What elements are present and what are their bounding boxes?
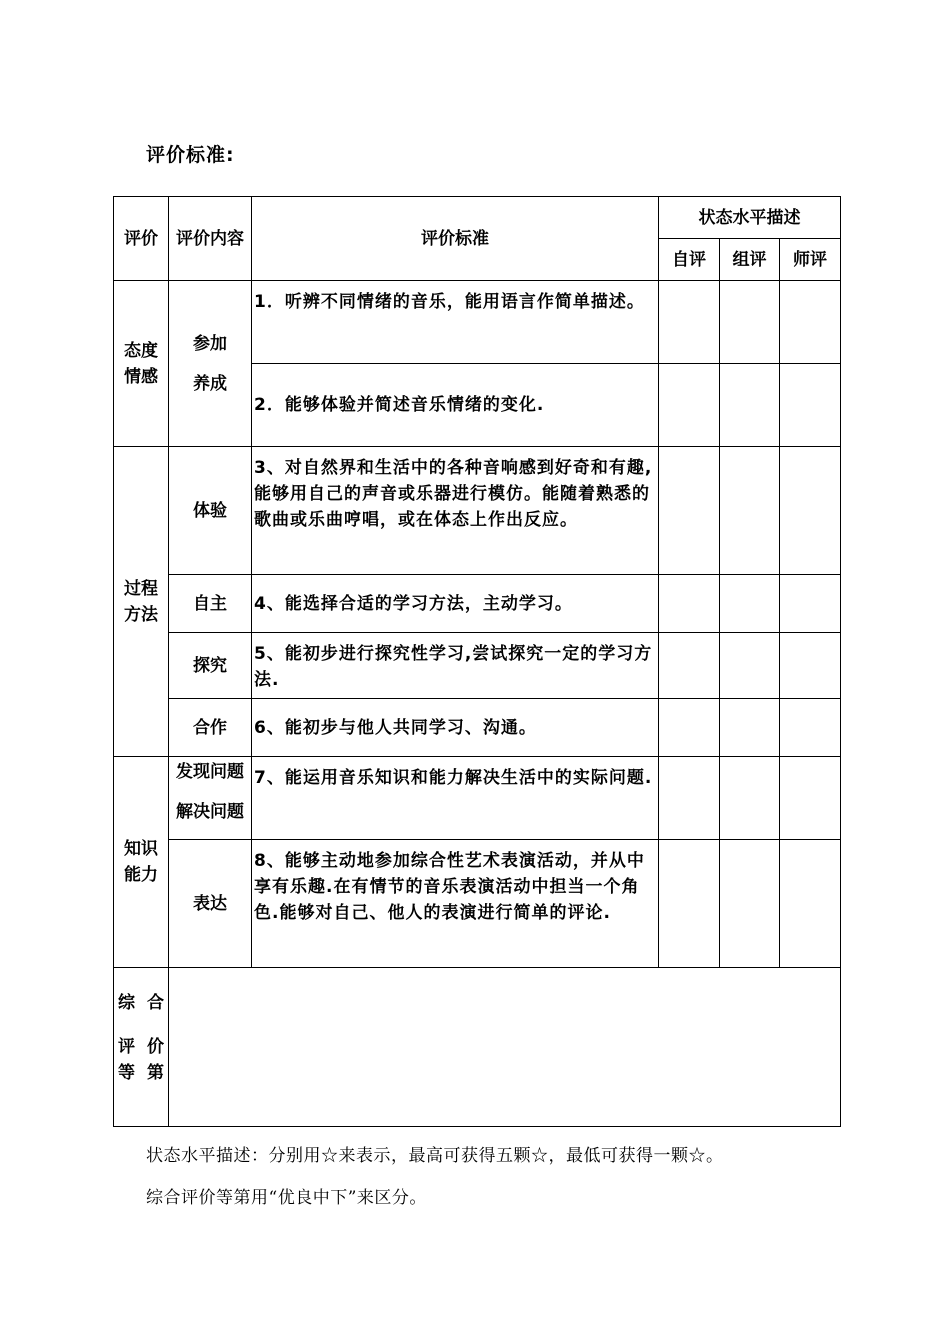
- category-attitude: [114, 281, 169, 447]
- overall-char: 第: [147, 1063, 164, 1083]
- group-eval-cell[interactable]: [720, 575, 780, 633]
- group-eval-cell[interactable]: [720, 757, 780, 840]
- group-eval-cell[interactable]: [720, 633, 780, 699]
- standard-5: 5、能初步进行探究性学习,尝试探究一定的学习方法.: [252, 633, 659, 699]
- content-participate-line1: 参加: [193, 333, 227, 354]
- group-eval-cell[interactable]: [720, 699, 780, 757]
- self-eval-cell[interactable]: [659, 281, 720, 364]
- standard-7: 7、能运用音乐知识和能力解决生活中的实际问题.: [252, 757, 659, 840]
- teacher-eval-cell[interactable]: [780, 633, 841, 699]
- content-express: 表达: [169, 840, 252, 968]
- category-process-line2: 方法: [124, 604, 158, 625]
- group-eval-cell[interactable]: [720, 447, 780, 575]
- category-process: [114, 447, 169, 757]
- header-self: 自评: [659, 239, 720, 281]
- standard-8: 8、能够主动地参加综合性艺术表演活动，并从中享有乐趣.在有情节的音乐表演活动中担当一个角色.能够对自己、他人的表演进行简单的评论.: [252, 840, 659, 968]
- teacher-eval-cell[interactable]: [780, 364, 841, 447]
- group-eval-cell[interactable]: [720, 364, 780, 447]
- self-eval-cell[interactable]: [659, 364, 720, 447]
- header-status: 状态水平描述: [659, 197, 841, 239]
- standard-4: 4、能选择合适的学习方法，主动学习。: [252, 575, 659, 633]
- header-group: 组评: [720, 239, 780, 281]
- note-status-description: 状态水平描述：分别用☆来表示，最高可获得五颗☆，最低可获得一颗☆。: [146, 1146, 724, 1166]
- standard-3: 3、对自然界和生活中的各种音响感到好奇和有趣,能够用自己的声音或乐器进行模仿。能随着熟悉的歌曲或乐曲哼唱，或在体态上作出反应。: [252, 447, 659, 575]
- category-attitude-line1: 态度: [124, 340, 158, 361]
- category-knowledge-line2: 能力: [124, 865, 158, 885]
- content-problem-line2: 解决问题: [176, 802, 244, 822]
- overall-char: 评: [118, 1037, 135, 1057]
- overall-char: 综: [118, 993, 135, 1013]
- content-problem-line1: 发现问题: [176, 762, 244, 782]
- self-eval-cell[interactable]: [659, 840, 720, 968]
- self-eval-cell[interactable]: [659, 699, 720, 757]
- overall-rating-cell[interactable]: [169, 968, 841, 1127]
- overall-char: 价: [147, 1037, 164, 1057]
- overall-rating-label: [114, 968, 169, 1127]
- self-eval-cell[interactable]: [659, 575, 720, 633]
- group-eval-cell[interactable]: [720, 281, 780, 364]
- header-teacher: 师评: [780, 239, 841, 281]
- overall-char: 合: [147, 993, 164, 1013]
- overall-char: 等: [118, 1063, 135, 1083]
- category-process-line1: 过程: [124, 578, 158, 599]
- teacher-eval-cell[interactable]: [780, 281, 841, 364]
- page-title: 评价标准:: [146, 144, 235, 166]
- header-standard: 评价标准: [252, 197, 659, 281]
- category-knowledge: [114, 757, 169, 968]
- teacher-eval-cell[interactable]: [780, 840, 841, 968]
- header-eval: 评价: [114, 197, 169, 281]
- self-eval-cell[interactable]: [659, 633, 720, 699]
- teacher-eval-cell[interactable]: [780, 757, 841, 840]
- content-participate: [169, 281, 252, 447]
- content-problem: [169, 757, 252, 840]
- evaluation-table: [113, 196, 841, 1127]
- header-content: 评价内容: [169, 197, 252, 281]
- standard-1: 1．听辨不同情绪的音乐，能用语言作简单描述。: [252, 281, 659, 364]
- note-overall-rating: 综合评价等第用“优良中下”来区分。: [146, 1188, 427, 1208]
- content-experience: 体验: [169, 447, 252, 575]
- self-eval-cell[interactable]: [659, 447, 720, 575]
- category-knowledge-line1: 知识: [124, 839, 158, 859]
- content-cooperation: 合作: [169, 699, 252, 757]
- teacher-eval-cell[interactable]: [780, 447, 841, 575]
- group-eval-cell[interactable]: [720, 840, 780, 968]
- standard-2: 2．能够体验并简述音乐情绪的变化.: [252, 364, 659, 447]
- content-inquiry: 探究: [169, 633, 252, 699]
- category-attitude-line2: 情感: [124, 366, 158, 387]
- teacher-eval-cell[interactable]: [780, 699, 841, 757]
- standard-6: 6、能初步与他人共同学习、沟通。: [252, 699, 659, 757]
- teacher-eval-cell[interactable]: [780, 575, 841, 633]
- self-eval-cell[interactable]: [659, 757, 720, 840]
- content-participate-line2: 养成: [193, 373, 227, 394]
- content-autonomy: 自主: [169, 575, 252, 633]
